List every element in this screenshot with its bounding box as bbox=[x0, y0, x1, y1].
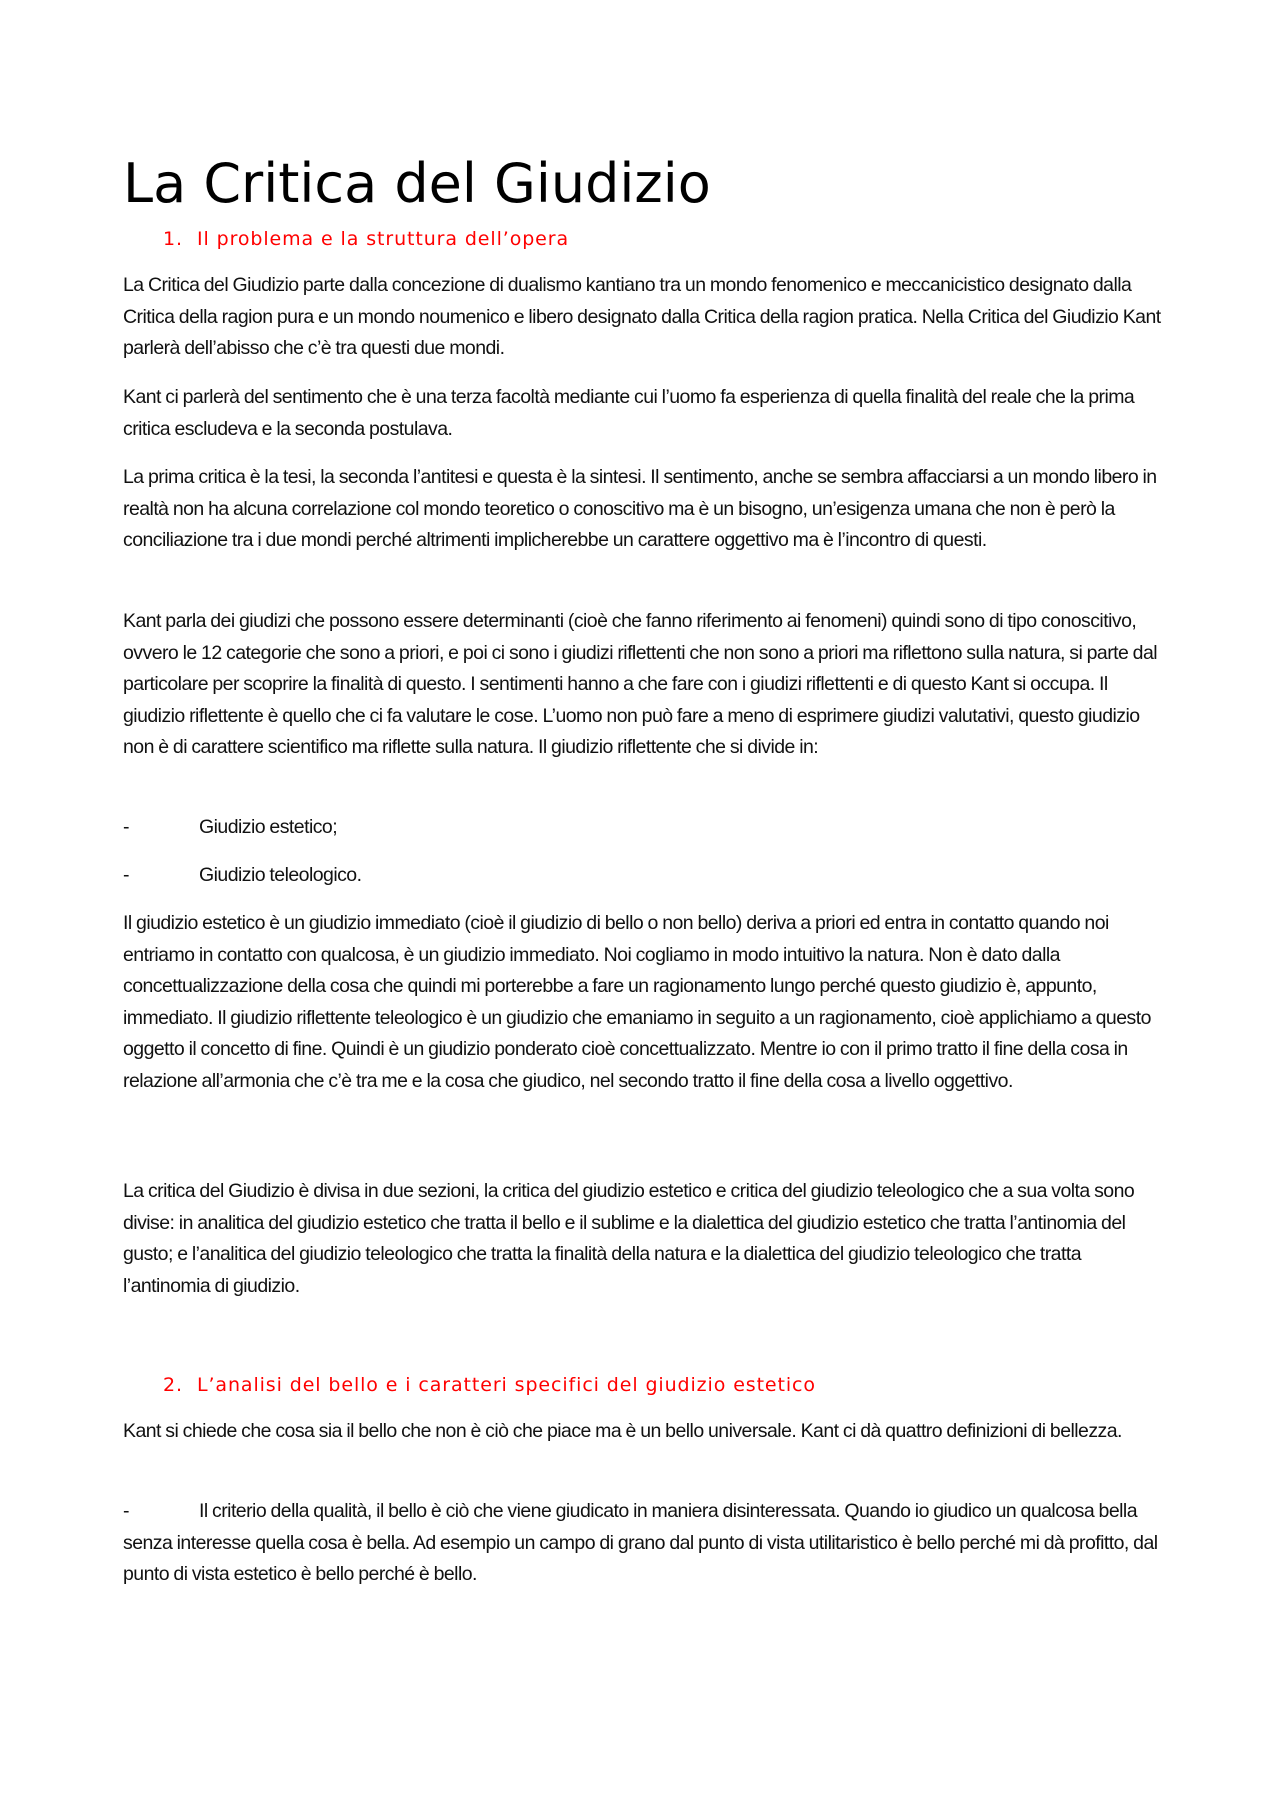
paragraph: Il giudizio estetico è un giudizio immediato (cioè il giudizio di bello o non bello) deriva a priori ed entra in contatto quando noi entriamo in contatto con qualcosa, è un giudizio immediato. Noi cogliamo in modo intuitivo la natura. Non è dato dalla concettualizzazione della cosa che quindi mi porterebbe a fare un ragionamento lungo perché questo giudizio è, appunto, immediato. Il giudizio riflettente teleologico è un giudizio che emaniamo in seguito a un ragionamento, cioè applichiamo a questo oggetto il concetto di fine. Quindi è un giudizio ponderato cioè concettualizzato. Mentre io con il primo tratto il fine della cosa in relazione all’armonia che c’è tra me e la cosa che giudico, nel secondo tratto il fine della cosa a livello oggettivo. bbox=[123, 912, 1151, 1092]
paragraph: Kant ci parlerà del sentimento che è una terza facoltà mediante cui l’uomo fa esperienza di quella finalità del reale che la prima critica escludeva e la seconda postulava. bbox=[123, 386, 1135, 440]
list-marker: - bbox=[123, 864, 129, 886]
list-marker: - bbox=[123, 816, 129, 838]
section-heading-text: Il problema e la struttura dell’opera bbox=[197, 228, 570, 250]
list-item-text: Giudizio teleologico. bbox=[199, 864, 362, 886]
section-heading-1 bbox=[163, 226, 569, 252]
paragraph: La prima critica è la tesi, la seconda l’antitesi e questa è la sintesi. Il sentimento, anche se sembra affacciarsi a un mondo libero in realtà non ha alcuna correlazione col mondo teoretico o conoscitivo ma è un bisogno, un’esigenza umana che non è però la conciliazione tra i due mondi perché altrimenti implicherebbe un carattere oggettivo ma è l’incontro di questi. bbox=[123, 466, 1157, 551]
list-item-text: Giudizio estetico; bbox=[199, 816, 338, 838]
paragraph: La Critica del Giudizio parte dalla concezione di dualismo kantiano tra un mondo fenomenico e meccanicistico designato dalla Critica della ragion pura e un mondo noumenico e libero designato dalla Critica della ragion pratica. Nella Critica del Giudizio Kant parlerà dell’abisso che c’è tra questi due mondi. bbox=[123, 274, 1161, 359]
paragraph: Kant parla dei giudizi che possono essere determinanti (cioè che fanno riferimento ai fenomeni) quindi sono di tipo conoscitivo, ovvero le 12 categorie che sono a priori, e poi ci sono i giudizi riflettenti che non sono a priori ma riflettono sulla natura, si parte dal particolare per scoprire la finalità di questo. I sentimenti hanno a che fare con i giudizi riflettenti e di questo Kant si occupa. Il giudizio riflettente è quello che ci fa valutare le cose. L’uomo non può fare a meno di esprimere giudizi valutativi, questo giudizio non è di carattere scientifico ma riflette sulla natura. Il giudizio riflettente che si divide in: bbox=[123, 610, 1158, 758]
section-number: 1. bbox=[163, 228, 183, 250]
list-marker: - bbox=[123, 1500, 129, 1522]
section-number: 2. bbox=[163, 1374, 183, 1396]
section-heading-2 bbox=[163, 1372, 816, 1398]
list-item bbox=[123, 812, 1168, 844]
document-title: La Critica del Giudizio bbox=[123, 152, 711, 215]
paragraph: Kant si chiede che cosa sia il bello che non è ciò che piace ma è un bello universale. Kant ci dà quattro definizioni di bellezza. bbox=[123, 1420, 1122, 1442]
list-item bbox=[123, 860, 1168, 892]
list-item-text: Il criterio della qualità, il bello è ciò che viene giudicato in maniera disinteressata. Quando io giudico un qualcosa bella senza interesse quella cosa è bella. Ad esempio un campo di grano dal punto di vista utilitaristico è bello perché mi dà profitto, dal punto di vista estetico è bello perché è bello. bbox=[123, 1500, 1158, 1585]
section-heading-text: L’analisi del bello e i caratteri specifici del giudizio estetico bbox=[197, 1374, 816, 1396]
list-item bbox=[123, 1496, 1168, 1591]
paragraph: La critica del Giudizio è divisa in due sezioni, la critica del giudizio estetico e critica del giudizio teleologico che a sua volta sono divise: in analitica del giudizio estetico che tratta il bello e il sublime e la dialettica del giudizio estetico che tratta l’antinomia del gusto; e l’analitica del giudizio teleologico che tratta la finalità della natura e la dialettica del giudizio teleologico che tratta l’antinomia di giudizio. bbox=[123, 1180, 1135, 1297]
